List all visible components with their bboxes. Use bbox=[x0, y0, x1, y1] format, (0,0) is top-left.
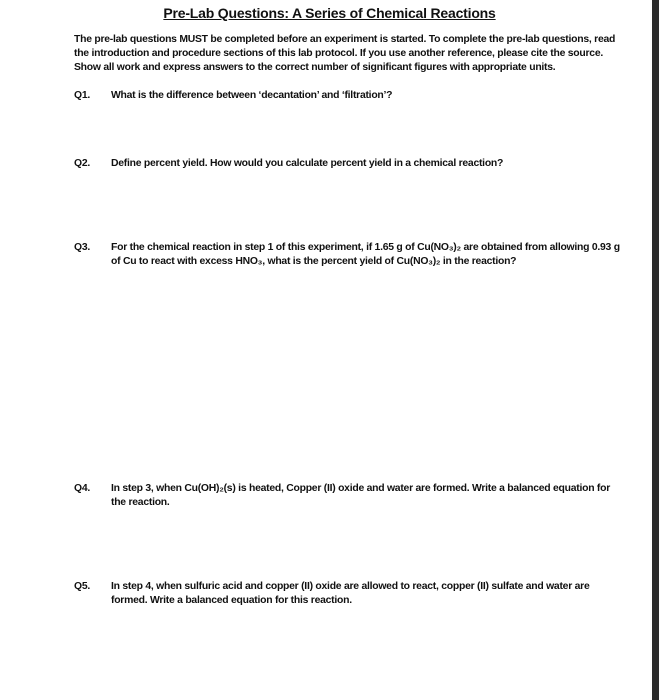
question-text: In step 3, when Cu(OH)₂(s) is heated, Copper (II) oxide and water are formed. Write a balanced equation for the reaction. bbox=[111, 483, 611, 508]
question-text: For the chemical reaction in step 1 of this experiment, if 1.65 g of Cu(NO₃)₂ are obtained from allowing 0.93 g of Cu to react with excess HNO₃, what is the percent yield of Cu(NO₃)₂ in the reaction? bbox=[111, 242, 620, 267]
question-4 bbox=[74, 482, 622, 510]
question-1 bbox=[74, 89, 622, 103]
question-text: Define percent yield. How would you calculate percent yield in a chemical reaction? bbox=[111, 158, 504, 169]
question-number: Q4. bbox=[74, 483, 90, 494]
page-title: Pre-Lab Questions: A Series of Chemical Reactions bbox=[163, 5, 496, 21]
question-5 bbox=[74, 580, 622, 608]
question-2 bbox=[74, 157, 622, 171]
question-number: Q5. bbox=[74, 581, 90, 592]
question-3 bbox=[74, 241, 622, 269]
question-number: Q3. bbox=[74, 242, 90, 253]
question-number: Q2. bbox=[74, 158, 90, 169]
question-number: Q1. bbox=[74, 90, 90, 101]
question-text: What is the difference between ‘decantation’ and ‘filtration’? bbox=[111, 90, 393, 101]
instructions-paragraph: The pre-lab questions MUST be completed before an experiment is started. To complete the pre-lab questions, read the introduction and procedure sections of this lab protocol. If you use another reference, please cite the source. Show all work and express answers to the correct number of significant figures with appropriate units. bbox=[74, 34, 616, 73]
page-edge-border bbox=[652, 0, 659, 700]
question-text: In step 4, when sulfuric acid and copper (II) oxide are allowed to react, copper (II) sulfate and water are formed. Write a balanced equation for this reaction. bbox=[111, 581, 590, 606]
